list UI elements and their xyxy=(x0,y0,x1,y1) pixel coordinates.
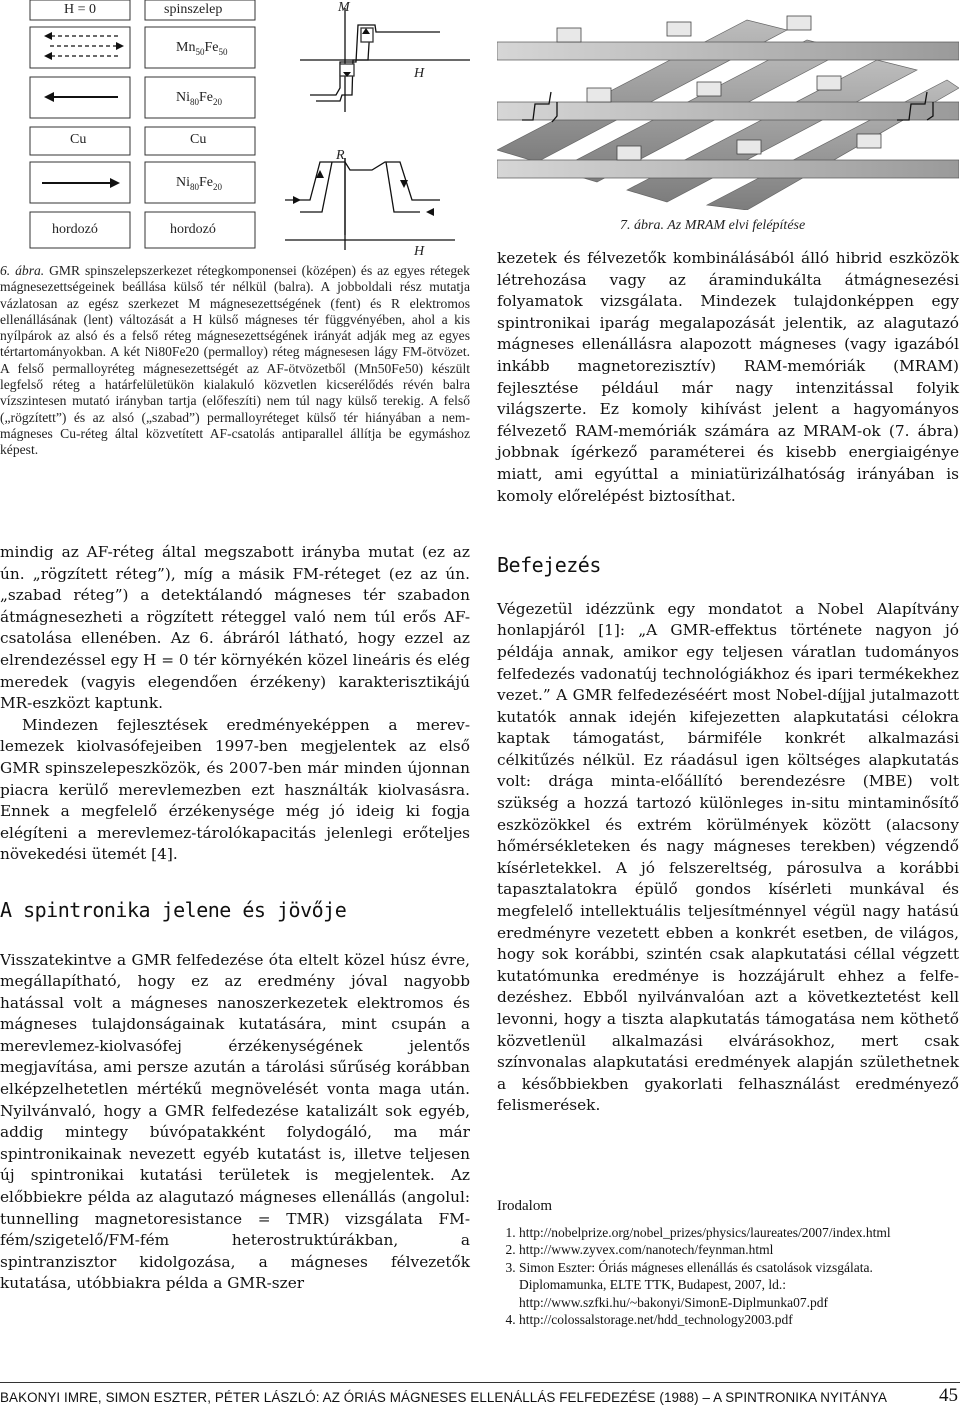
paragraph: mindig az AF-réteg által megszabott irányba mutat (ez az ún. „rögzített réteg”), míg a másik FM-réteget (ez az ún. „szabad réteg”) a detektálandó mágneses tér szabadon átmágnesezheti a rögzített réteggel való nem túl erős AF-csatolása ellenében. Az 6. ábráról látható, hogy ezzel az elrendezéssel egy H = 0 tér környékén közel lineáris és elég meredek (vagyis elegendően érzékeny) karakterisztikájú MR-eszközt kaptunk. xyxy=(0,543,470,713)
arrow-left-icon xyxy=(44,32,52,40)
afm-layer-label: $Mn_{50}Fe_{50}$ xyxy=(176,40,228,57)
running-title: BAKONYI IMRE, SIMON ESZTER, PÉTER LÁSZLÓ: AZ ÓRIÁS MÁGNESES ELLENÁLLÁS FELFEDEZÉSE (1988) – A SPINTRONIKA NYITÁNYA xyxy=(0,1390,887,1405)
figure-7-caption: 7. ábra. Az MRAM elvi felépítése xyxy=(620,218,806,233)
references-heading: Irodalom xyxy=(497,1198,552,1214)
cu-left-label: Cu xyxy=(70,132,87,147)
arrow-right-icon xyxy=(110,178,120,188)
figure-6 xyxy=(0,0,470,262)
magnetization-plot xyxy=(300,8,470,112)
reference-item: 3. Simon Eszter: Óriás mágneses ellenállás és csatolások vizsgálata. Diplomamunka, ELTE TTK, Budapest, 2007, ld.: http://www.szfki.hu/~bakonyi/SimonE-Diplmunka07.pdf xyxy=(519,1259,959,1312)
paragraph: Visszatekintve a GMR felfedezése óta eltelt közel húsz évre, megállapítható, hogy ez az eredmény jóval nagyobb hatással volt a mágneses nanoszerkezetek elektromos és mágneses tulajdonságainak kutatására, mint csupán a merevlemez-kiolvasófej érzékenységének jelentős megjavítása, ami persze azután a tárolási sűrűség korábban elképzelhetetlen mértékű megnövelését vonta maga után. Nyilvánvaló, hogy a GMR felfedezése katalizált sok egyéb, addig mintegy búvópatakként folydogáló, ma már spintronikainak nevezett egyéb kutatást is, illetve teljesen új spintronikai kutatási területek is megjelentek. Az előbbiekre példa az alagutazó mágneses ellenállás (angolul: tunnelling magnetoresistance = TMR) vizsgálata FM-fém/szigetelő/FM-fém heterostruktúrákban, a spintranzisztor kidolgozása, a mágneses félvezetők kutatása, utóbbiakra példa a GMR-szer xyxy=(0,950,470,1293)
arrow-left-icon xyxy=(44,52,52,60)
arrow-left-icon xyxy=(44,92,54,102)
spinvalve-label: spinszelep xyxy=(164,2,223,17)
reference-item: 2. http://www.zyvex.com/nanotech/feynman.html xyxy=(519,1241,959,1259)
left-column xyxy=(0,542,470,1295)
layer-box-afm-left xyxy=(30,27,130,68)
nife-bottom-layer-label: $Ni_{80}Fe_{20}$ xyxy=(176,175,222,192)
axis-h-bottom-label: H xyxy=(414,244,425,259)
reference-item: 1. http://nobelprize.org/nobel_prizes/physics/laureates/2007/index.html xyxy=(519,1224,959,1242)
figure-6-caption-text: GMR spinszelepszerkezet rétegkomponensei (középen) és az egyes rétegek mágnesezettségeinek beállása külső tér nélkül (balra). A jobboldali rész mutatja vázlatosan az egész szerkezet M mágnesezettségének (fent) és R elektromos ellenállásának (lent) változását a H külső mágneses tér függvényében, ahol a kis nyílpárok az alsó és a felső réteg mágnesezettségének irányát adják meg az egyes tértartományokban. A két Ni80Fe20 (permalloy) réteg mágnesesen lágy FM-ötvözet. A felső permalloyréteg mágnesezettségét az AF-ötvözetből (Mn50Fe50) készült legfelső réteg a határfelületükön kialakuló közvetlen kicserélődés révén balra vízszintesen mutató irányban tartja (előfeszíti) nem túl nagy külső terekig. A felső („rögzített”) és az alsó („szabad”) permalloyréteget külső tér hiányában a nemmágneses Cu-réteg által közvetített AF-csatolás antiparallel állítja be egymáshoz képest. xyxy=(0,263,470,458)
h-zero-label: H = 0 xyxy=(64,2,97,17)
substrate-left-label: hordozó xyxy=(52,222,98,237)
section-heading: Befejezés xyxy=(497,553,601,578)
substrate-right-label: hordozó xyxy=(170,222,216,237)
arrow-left-icon xyxy=(426,208,434,216)
figure-6-caption xyxy=(0,263,470,459)
axis-r-label: R xyxy=(336,148,345,163)
mram-diagram xyxy=(497,0,959,210)
page-number: 45 xyxy=(939,1385,958,1406)
paragraph: kezetek és félvezetők kombinálásából álló hibrid eszközök létrehozása vagy az áramindukálta átmágnesezési folyamatok vizsgálata. Mindezek tulajdonképpen egy spintronikai iparág megalapozását jelentik, az alagutazó mágneses ellenállásra alapozott mágneses (vagy igazából inkább magnetorezisztív) RAM-memóriák (MRAM) fejlesztése például már nagy intenzitással folyik világszerte. Ez komoly kihívást jelent a hagyományos félvezető RAM-memóriák számára az MRAM-ok (7. ábra) jobbnak ígérkező paraméterei és kisebb energiaigénye miatt, ami egyúttal a miniatürizálhatóság irányában is komoly előrelépést biztosíthat. xyxy=(497,249,959,505)
paragraph: Végezetül idézzünk egy mondatot a Nobel Alapítvány honlapjáról [1]: „A GMR-effektus története nagyon jó példája annak, amikor egy teljesen váratlan tudományos felfedezés vadonatúj technológiákhoz és ipari termékekhez vezet.” A GMR felfedezéséért most Nobel-díjjal jutalmazott kutatók annak idején kifejezetten alapkutatási célokra kaptak támogatást, bármiféle konkrét alkalmazási célkitűzés nélkül. Ez ráadásul igen költséges alapkutatás volt: drága minta-előállító berendezésre (MBE) volt szükség a hozzá tartozó különleges in-situ mintaminősítő eszközökkel és extrém körülmények között (alacsony hőmérsékleteken és nagy mágneses terekben) végzendő kísérletekkel. A jó felszereltség, párosulva a korábbi tapasztalatokra épülő gondos kísérleti munkával és megfelelő intellektuális teljesítménnyel végül nagy hatású eredményre vezetett ebben a konkrét esetben, de világos, hogy sok korábbi, szintén csak alapkutatási céllal végzett kutatómunka eredménye is hozzájárult ehhez a felfedezéshez. Ebből nyilvánvalóan azt a következtetést kell levonni, hogy a tiszta alapkutatás támogatása nem köthető közvetlenül alkalmazási elvárásokhoz, mert csak színvonalas alapkutatási eredmények alapján születhetnek a későbbiekben gyakorlati felhasználást eredményező felismerések. xyxy=(497,599,959,1115)
reference-list xyxy=(497,1224,959,1329)
footer-rule xyxy=(0,1382,960,1383)
arrow-right-icon xyxy=(293,196,301,204)
axis-h-top-label: H xyxy=(414,66,425,81)
nife-top-layer-label: $Ni_{80}Fe_{20}$ xyxy=(176,90,222,107)
arrow-right-icon xyxy=(116,42,124,50)
paragraph: Mindezen fejlesztések eredményeképpen a merevlemezek kiolvasófejeiben 1997-ben megjelentek az első GMR spinszelepeszközök, és 2007-ben már minden újonnan piacra kerülő merevlemezben ezt használták kiolvasásra. Ennek a megfelelő érzékenysége még jó ideig ki fogja elégíteni a merevlemez-tárolókapacitás jelenlegi erőteljes növekedési ütemét [4]. xyxy=(0,715,470,864)
axis-m-label: M xyxy=(338,0,350,15)
figure-6-caption-label: 6. ábra. xyxy=(0,263,45,278)
reference-item: 4. http://colossalstorage.net/hdd_technology2003.pdf xyxy=(519,1311,959,1329)
right-column xyxy=(497,248,959,1117)
cu-right-label: Cu xyxy=(190,132,207,147)
section-heading: A spintronika jelene és jövője xyxy=(0,897,347,922)
references xyxy=(497,1198,959,1329)
figure-7 xyxy=(497,0,959,210)
resistance-plot xyxy=(285,158,455,250)
